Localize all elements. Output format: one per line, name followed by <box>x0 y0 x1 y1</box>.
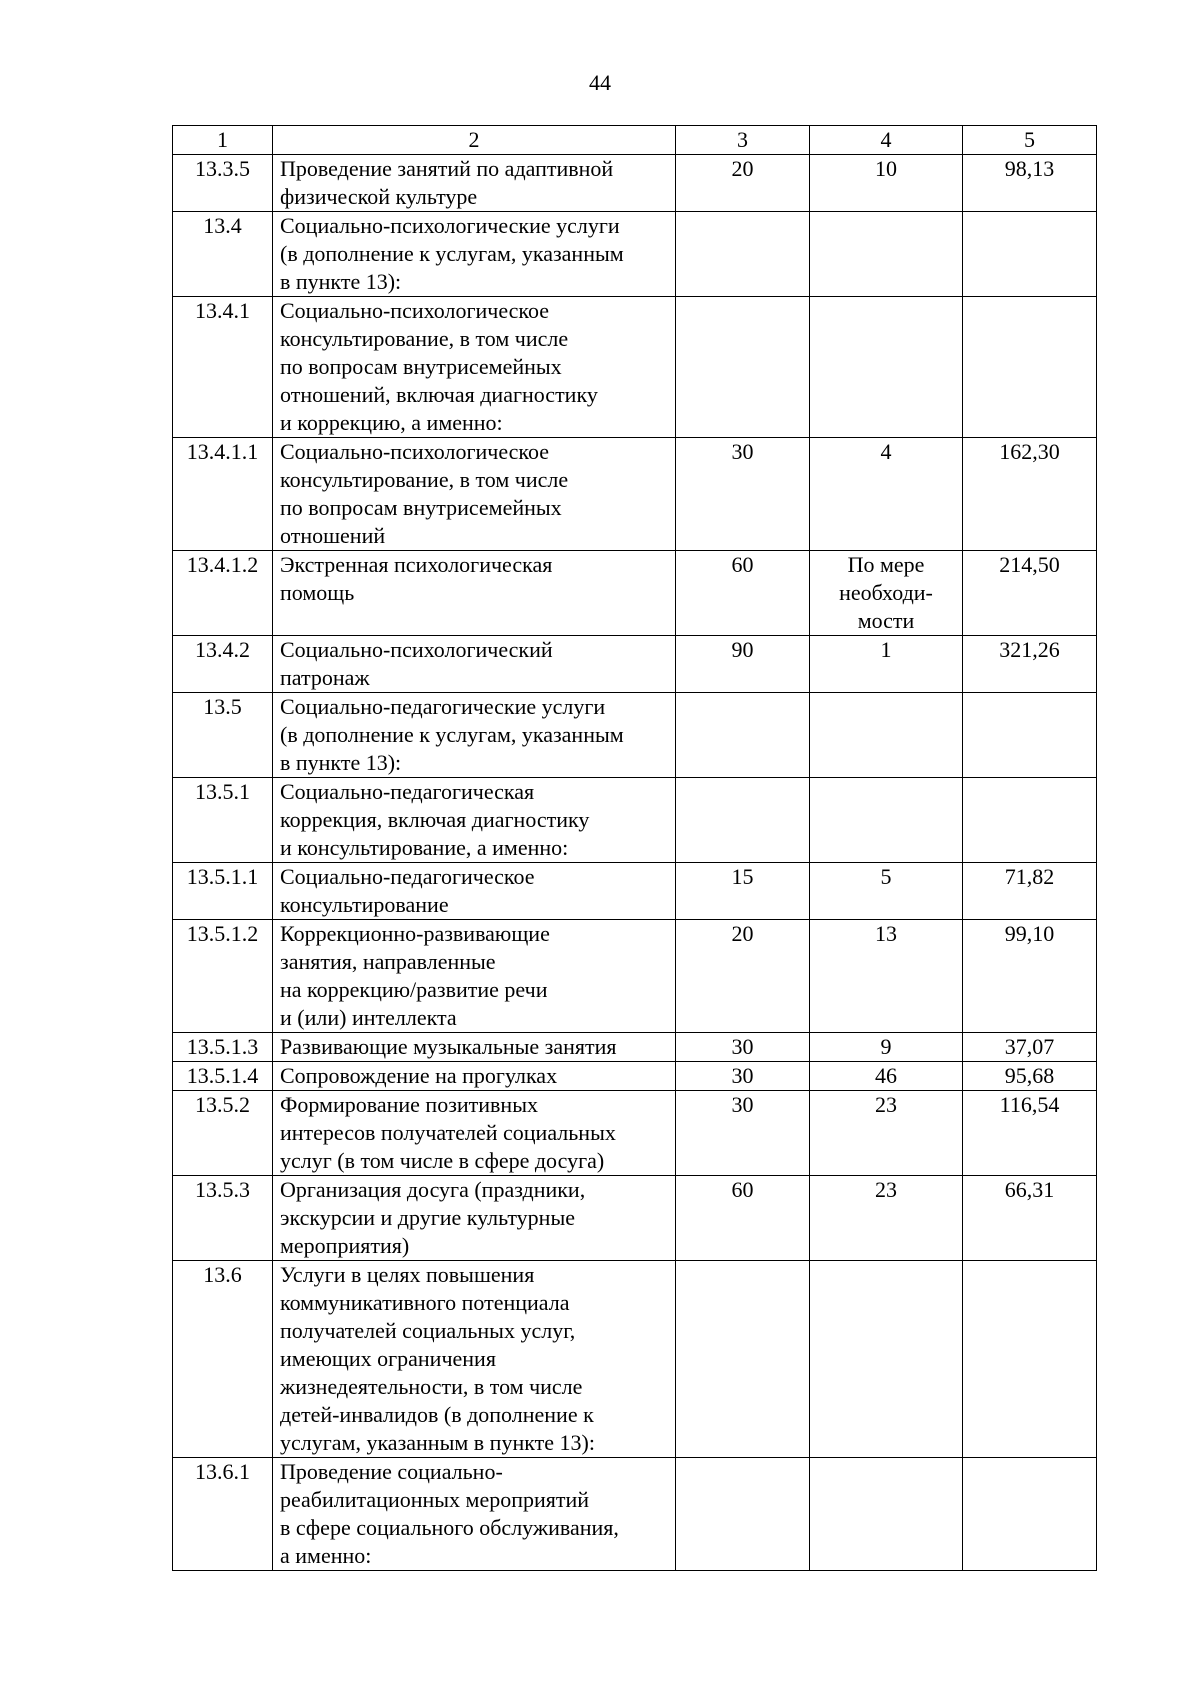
service-name-line: (в дополнение к услугам, указанным <box>280 722 624 747</box>
table-row <box>173 438 1097 551</box>
column-5-cell <box>963 778 1097 863</box>
column-4-line: 5 <box>880 864 892 889</box>
service-name-line: отношений <box>280 523 386 548</box>
service-name-cell <box>273 155 676 212</box>
column-5-cell: 321,26 <box>963 636 1097 693</box>
row-number-cell: 13.4.1.1 <box>173 438 273 551</box>
service-name-line: детей-инвалидов (в дополнение к <box>280 1402 594 1427</box>
table-row <box>173 778 1097 863</box>
service-name-line: в пункте 13): <box>280 269 402 294</box>
column-4-cell <box>810 1091 963 1176</box>
row-number-cell: 13.5.1.1 <box>173 863 273 920</box>
service-name-line: и коррекцию, а именно: <box>280 410 503 435</box>
service-name-cell <box>273 297 676 438</box>
service-name-line: Социально-психологическое <box>280 298 549 323</box>
column-3-cell: 30 <box>676 1062 810 1091</box>
service-name-line: интересов получателей социальных <box>280 1120 616 1145</box>
column-4-cell <box>810 778 963 863</box>
column-5-cell: 99,10 <box>963 920 1097 1033</box>
service-name-line: Социально-психологическое <box>280 439 549 464</box>
column-4-cell <box>810 636 963 693</box>
row-number-cell: 13.5.3 <box>173 1176 273 1261</box>
column-4-line: 13 <box>875 921 897 946</box>
column-4-line: необходи- <box>839 580 933 605</box>
row-number-cell: 13.5.2 <box>173 1091 273 1176</box>
column-4-line: 9 <box>880 1034 892 1059</box>
column-3-cell: 20 <box>676 920 810 1033</box>
services-table-body <box>173 126 1097 1571</box>
column-4-line: 4 <box>880 439 892 464</box>
column-3-cell: 20 <box>676 155 810 212</box>
row-number-cell: 13.5.1.4 <box>173 1062 273 1091</box>
column-4-cell <box>810 212 963 297</box>
column-4-line: 10 <box>875 156 897 181</box>
service-name-line: помощь <box>280 580 355 605</box>
service-name-line: и консультирование, а именно: <box>280 835 569 860</box>
header-cell-5: 5 <box>963 126 1097 155</box>
header-cell-2: 2 <box>273 126 676 155</box>
row-number-cell: 13.5 <box>173 693 273 778</box>
service-name-line: на коррекцию/развитие речи <box>280 977 548 1002</box>
column-4-cell <box>810 1033 963 1062</box>
column-3-cell: 30 <box>676 1033 810 1062</box>
service-name-line: Социально-педагогические услуги <box>280 694 606 719</box>
service-name-line: мероприятия) <box>280 1233 410 1258</box>
table-row <box>173 636 1097 693</box>
service-name-cell <box>273 1458 676 1571</box>
services-table <box>172 125 1097 1571</box>
column-5-cell: 116,54 <box>963 1091 1097 1176</box>
service-name-line: коррекция, включая диагностику <box>280 807 590 832</box>
column-3-cell: 60 <box>676 1176 810 1261</box>
service-name-line: Социально-психологические услуги <box>280 213 620 238</box>
column-4-cell <box>810 438 963 551</box>
column-4-cell <box>810 920 963 1033</box>
column-3-cell <box>676 1458 810 1571</box>
table-row <box>173 212 1097 297</box>
row-number-cell: 13.6 <box>173 1261 273 1458</box>
header-cell-3: 3 <box>676 126 810 155</box>
column-4-cell <box>810 1062 963 1091</box>
service-name-line: Услуги в целях повышения <box>280 1262 535 1287</box>
service-name-line: консультирование, в том числе <box>280 326 569 351</box>
table-row <box>173 1176 1097 1261</box>
service-name-cell <box>273 212 676 297</box>
column-3-cell: 30 <box>676 438 810 551</box>
service-name-line: (в дополнение к услугам, указанным <box>280 241 624 266</box>
service-name-cell <box>273 551 676 636</box>
service-name-line: консультирование <box>280 892 449 917</box>
service-name-line: Проведение занятий по адаптивной <box>280 156 614 181</box>
row-number-cell: 13.3.5 <box>173 155 273 212</box>
service-name-cell <box>273 1062 676 1091</box>
column-4-cell <box>810 863 963 920</box>
row-number-cell: 13.5.1.3 <box>173 1033 273 1062</box>
table-row <box>173 863 1097 920</box>
service-name-line: отношений, включая диагностику <box>280 382 598 407</box>
table-row <box>173 551 1097 636</box>
column-3-cell <box>676 778 810 863</box>
column-3-cell <box>676 1261 810 1458</box>
service-name-line: Коррекционно-развивающие <box>280 921 550 946</box>
table-row <box>173 1062 1097 1091</box>
column-4-cell <box>810 1176 963 1261</box>
service-name-line: в сфере социального обслуживания, <box>280 1515 619 1540</box>
service-name-line: получателей социальных услуг, <box>280 1318 576 1343</box>
row-number-cell: 13.4 <box>173 212 273 297</box>
service-name-cell <box>273 1261 676 1458</box>
table-row <box>173 1261 1097 1458</box>
column-5-cell: 37,07 <box>963 1033 1097 1062</box>
column-5-cell: 162,30 <box>963 438 1097 551</box>
header-cell-4: 4 <box>810 126 963 155</box>
table-row <box>173 297 1097 438</box>
table-row <box>173 155 1097 212</box>
column-4-line: 1 <box>880 637 892 662</box>
row-number-cell: 13.4.2 <box>173 636 273 693</box>
service-name-line: услуг (в том числе в сфере досуга) <box>280 1148 605 1173</box>
table-header-row <box>173 126 1097 155</box>
service-name-line: физической культуре <box>280 184 478 209</box>
column-4-line: По мере <box>847 552 925 577</box>
table-row <box>173 1091 1097 1176</box>
column-4-cell <box>810 155 963 212</box>
table-row <box>173 920 1097 1033</box>
service-name-cell <box>273 1033 676 1062</box>
service-name-line: жизнедеятельности, в том числе <box>280 1374 583 1399</box>
column-5-cell <box>963 297 1097 438</box>
service-name-line: реабилитационных мероприятий <box>280 1487 590 1512</box>
service-name-line: Экстренная психологическая <box>280 552 553 577</box>
row-number-cell: 13.4.1 <box>173 297 273 438</box>
service-name-line: по вопросам внутрисемейных <box>280 495 562 520</box>
column-4-cell <box>810 297 963 438</box>
column-5-cell: 95,68 <box>963 1062 1097 1091</box>
column-3-cell: 15 <box>676 863 810 920</box>
column-3-cell <box>676 212 810 297</box>
row-number-cell: 13.4.1.2 <box>173 551 273 636</box>
column-5-cell <box>963 212 1097 297</box>
row-number-cell: 13.5.1 <box>173 778 273 863</box>
service-name-line: занятия, направленные <box>280 949 496 974</box>
column-5-cell <box>963 693 1097 778</box>
column-4-line: мости <box>857 608 915 633</box>
page-number: 44 <box>589 70 611 95</box>
column-5-cell: 66,31 <box>963 1176 1097 1261</box>
service-name-cell <box>273 636 676 693</box>
column-3-cell: 30 <box>676 1091 810 1176</box>
service-name-line: имеющих ограничения <box>280 1346 496 1371</box>
service-name-line: по вопросам внутрисемейных <box>280 354 562 379</box>
row-number-cell: 13.5.1.2 <box>173 920 273 1033</box>
service-name-cell <box>273 438 676 551</box>
service-name-line: услугам, указанным в пункте 13): <box>280 1430 595 1455</box>
service-name-cell <box>273 1176 676 1261</box>
service-name-line: Социально-психологический <box>280 637 553 662</box>
column-4-cell <box>810 1261 963 1458</box>
service-name-cell <box>273 863 676 920</box>
service-name-line: а именно: <box>280 1543 372 1568</box>
service-name-line: экскурсии и другие культурные <box>280 1205 576 1230</box>
service-name-line: Социально-педагогическое <box>280 864 535 889</box>
header-cell-1: 1 <box>173 126 273 155</box>
service-name-line: Организация досуга (праздники, <box>280 1177 586 1202</box>
table-row <box>173 693 1097 778</box>
column-5-cell: 71,82 <box>963 863 1097 920</box>
column-5-cell: 214,50 <box>963 551 1097 636</box>
column-4-line: 46 <box>875 1063 897 1088</box>
service-name-line: и (или) интеллекта <box>280 1005 457 1030</box>
service-name-line: коммуникативного потенциала <box>280 1290 570 1315</box>
service-name-cell <box>273 693 676 778</box>
service-name-line: Развивающие музыкальные занятия <box>280 1034 617 1059</box>
service-name-cell <box>273 778 676 863</box>
service-name-line: Сопровождение на прогулках <box>280 1063 558 1088</box>
service-name-line: патронаж <box>280 665 370 690</box>
column-3-cell <box>676 693 810 778</box>
column-5-cell: 98,13 <box>963 155 1097 212</box>
column-4-line: 23 <box>875 1177 897 1202</box>
service-name-line: Социально-педагогическая <box>280 779 535 804</box>
column-3-cell <box>676 297 810 438</box>
service-name-line: Проведение социально- <box>280 1459 503 1484</box>
column-4-cell <box>810 693 963 778</box>
service-name-line: консультирование, в том числе <box>280 467 569 492</box>
column-3-cell: 60 <box>676 551 810 636</box>
column-4-cell <box>810 551 963 636</box>
service-name-line: Формирование позитивных <box>280 1092 538 1117</box>
table-row <box>173 1033 1097 1062</box>
column-4-line: 23 <box>875 1092 897 1117</box>
row-number-cell: 13.6.1 <box>173 1458 273 1571</box>
table-row <box>173 1458 1097 1571</box>
service-name-line: в пункте 13): <box>280 750 402 775</box>
service-name-cell <box>273 920 676 1033</box>
column-3-cell: 90 <box>676 636 810 693</box>
column-5-cell <box>963 1261 1097 1458</box>
service-name-cell <box>273 1091 676 1176</box>
column-5-cell <box>963 1458 1097 1571</box>
column-4-cell <box>810 1458 963 1571</box>
